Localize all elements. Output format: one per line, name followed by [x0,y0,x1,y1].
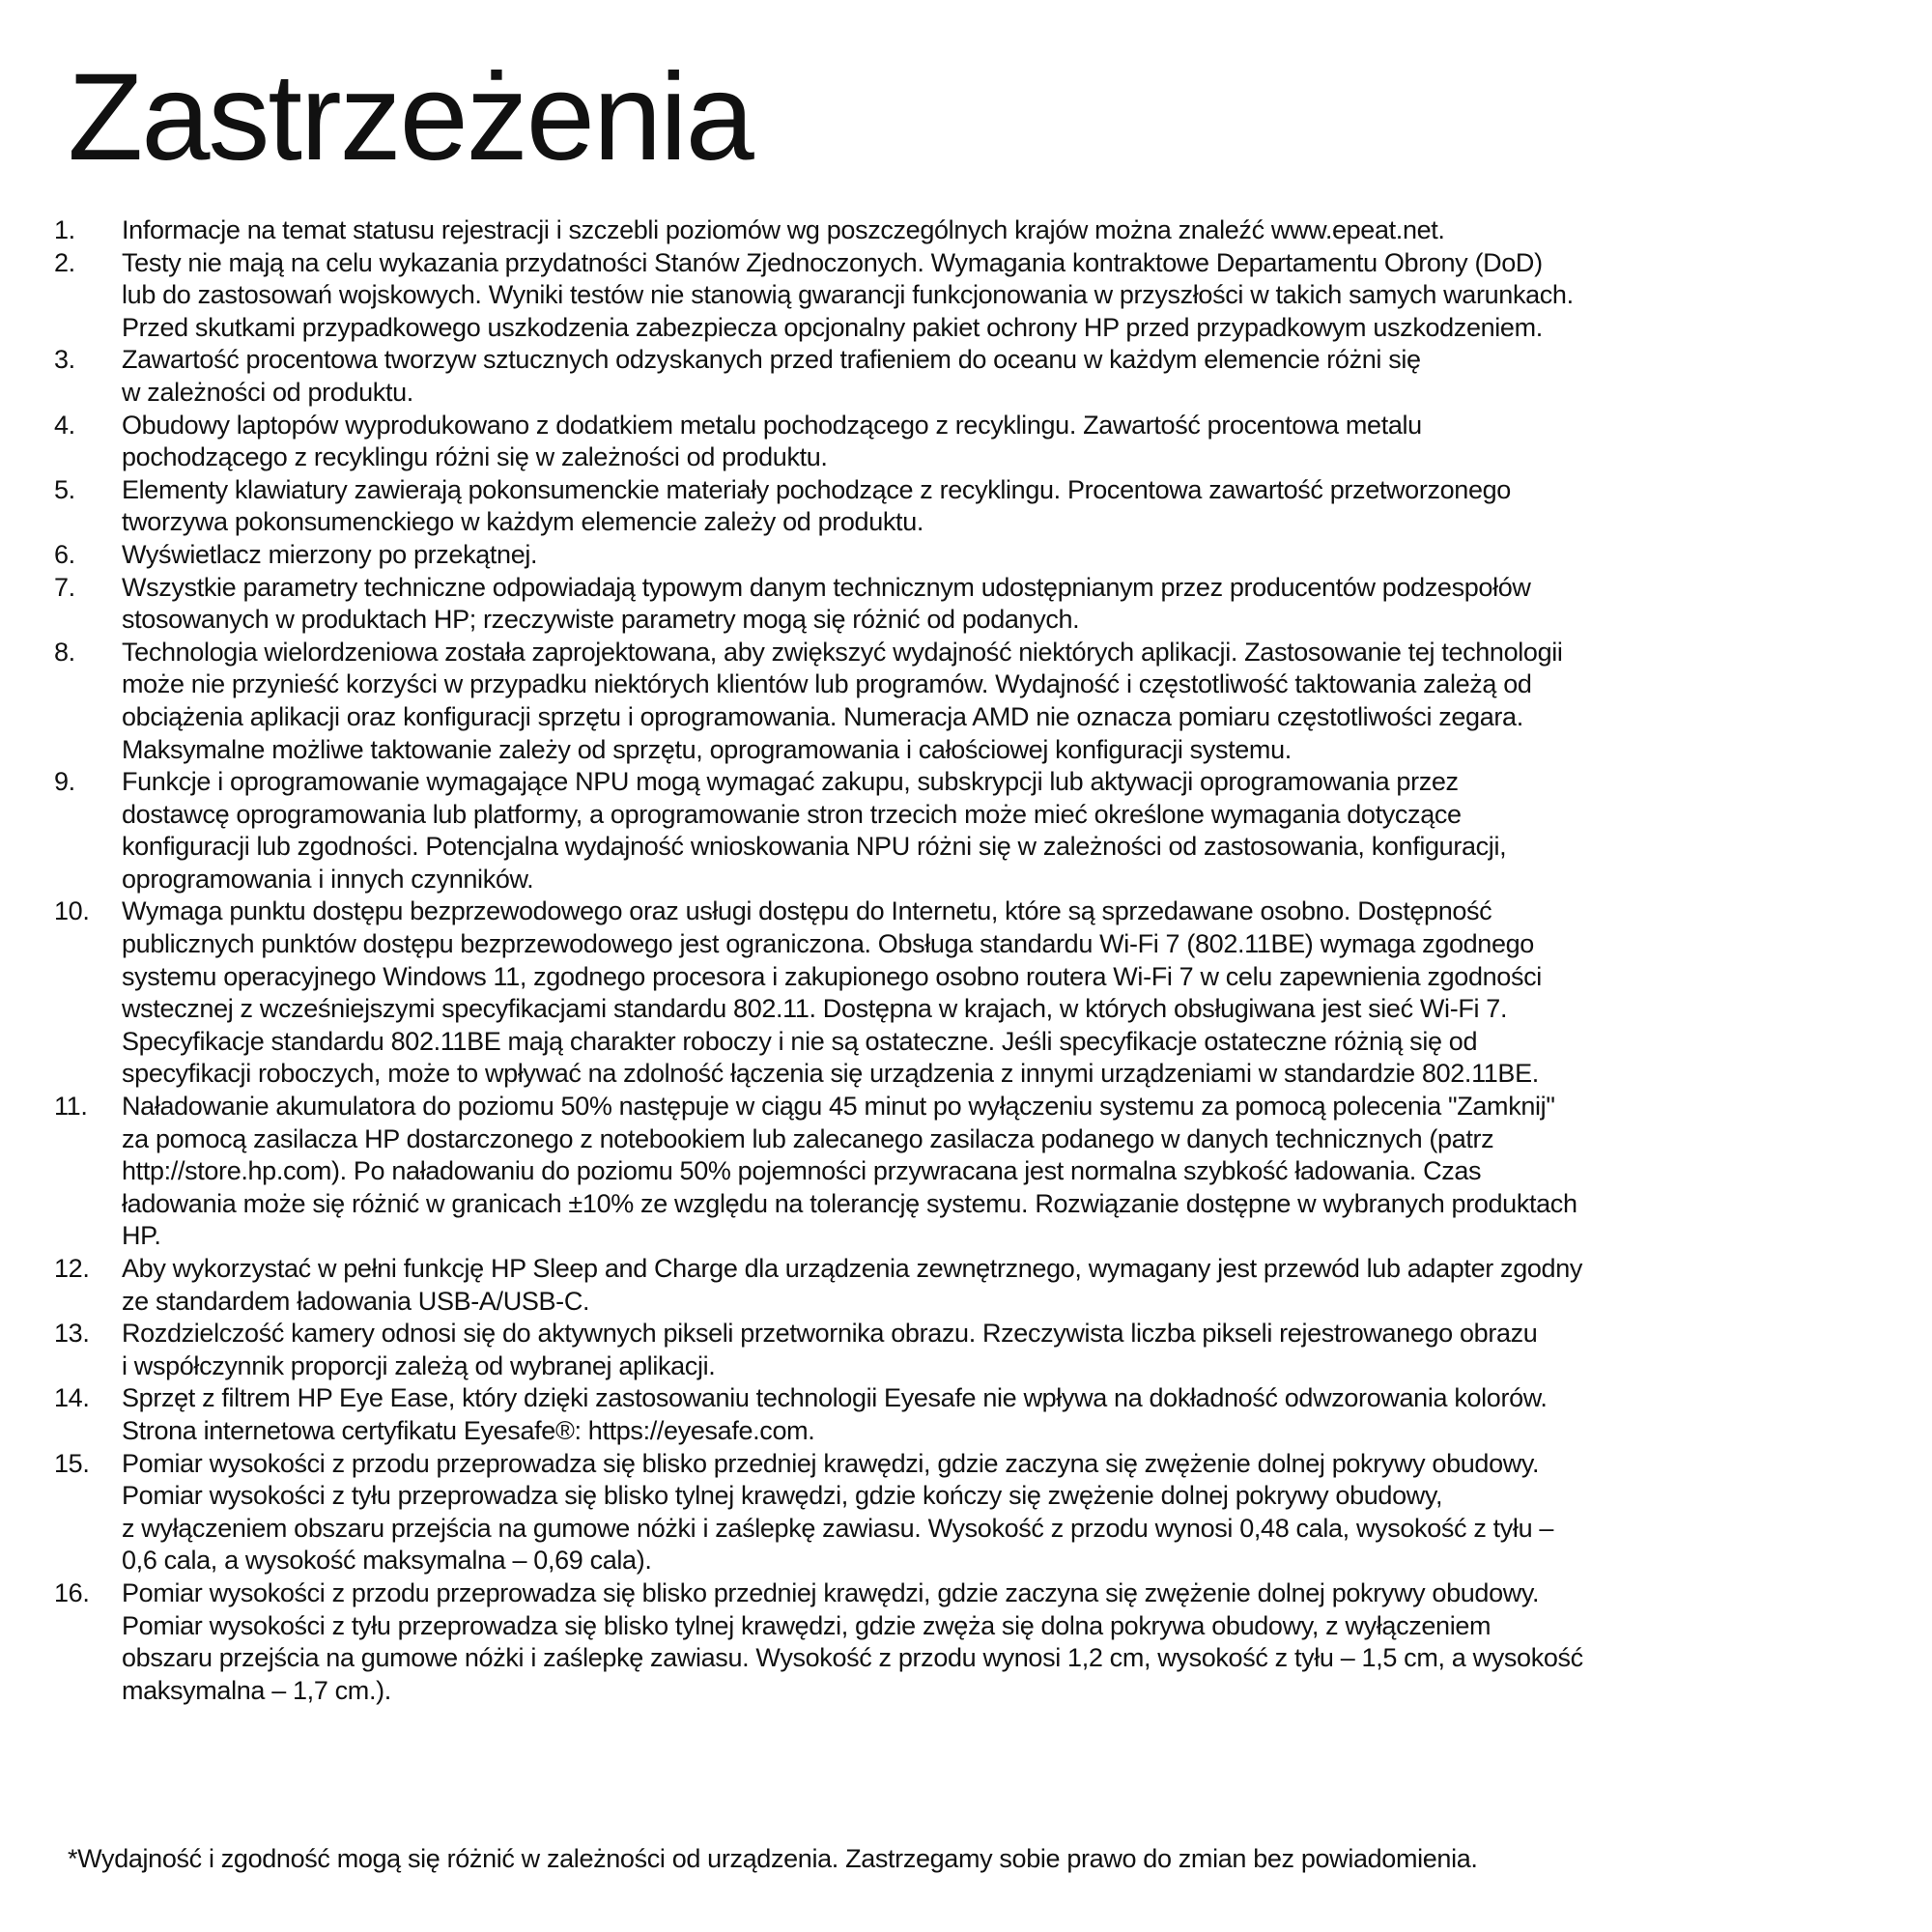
disclaimer-text: Wymaga punktu dostępu bezprzewodowego oraz usługi dostępu do Internetu, które są sprzedawane osobno. Dostępność publicznych punktów dostępu bezprzewodowego jest ograniczona. Obsługa standardu Wi-Fi 7 (802.11BE) wymaga zgodnego systemu operacyjnego Windows 11, zgodnego procesora i zakupionego osobno routera Wi-Fi 7 w celu zapewnienia zgodności wstecznej z wcześniejszymi specyfikacjami standardu 802.11. Dostępna w krajach, w których obsługiwana jest sieć Wi-Fi 7. Specyfikacje standardu 802.11BE mają charakter roboczy i nie są ostateczne. Jeśli specyfikacje ostateczne różnią się od specyfikacji roboczych, może to wpływać na zdolność łączenia się urządzenia z innymi urządzeniami w standardzie 802.11BE. [122,896,1542,1089]
disclaimer-text: Pomiar wysokości z przodu przeprowadza się blisko przedniej krawędzi, gdzie zaczyna się zwężenie dolnej pokrywy obudowy. Pomiar wysokości z tyłu przeprowadza się blisko tylnej krawędzi, gdzie kończy się zwężenie dolnej pokrywy obudowy, z wyłączeniem obszaru przejścia na gumowe nóżki i zaślepkę zawiasu. Wysokość z przodu wynosi 0,48 cala, wysokość z tyłu – 0,6 cala, a wysokość maksymalna – 0,69 cala). [122,1448,1554,1576]
page-title: Zastrzeżenia [68,48,753,186]
disclaimer-text: Rozdzielczość kamery odnosi się do aktywnych pikseli przetwornika obrazu. Rzeczywista liczba pikseli rejestrowanego obrazu i współczynnik proporcji zależą od wybranej aplikacji. [122,1319,1538,1380]
disclaimer-text: Naładowanie akumulatora do poziomu 50% następuje w ciągu 45 minut po wyłączeniu systemu za pomocą polecenia "Zamknij" za pomocą zasilacza HP dostarczonego z notebookiem lub zalecanego zasilacza podanego w danych technicznych (patrz http://store.hp.com). Po naładowaniu do poziomu 50% pojemności przywracana jest normalna szybkość ładowania. Czas ładowania może się różnić w granicach ±10% ze względu na tolerancję systemu. Rozwiązanie dostępne w wybranych produktach HP. [122,1092,1577,1251]
disclaimer-item [54,1577,1889,1707]
disclaimer-item [54,895,1889,1091]
disclaimer-number: 4. [54,410,75,440]
disclaimer-item [54,474,1889,539]
disclaimer-item [54,637,1889,766]
disclaimer-number: 8. [54,637,75,667]
disclaimer-item [54,766,1889,895]
disclaimer-text: Sprzęt z filtrem HP Eye Ease, który dzięki zastosowaniu technologii Eyesafe nie wpływa na dokładność odwzorowania kolorów. Strona internetowa certyfikatu Eyesafe®: https://eyesafe.com. [122,1383,1548,1445]
disclaimer-number: 12. [54,1254,90,1283]
disclaimer-number: 14. [54,1383,90,1413]
disclaimer-text: Funkcje i oprogramowanie wymagające NPU mogą wymagać zakupu, subskrypcji lub aktywacji oprogramowania przez dostawcę oprogramowania lub platformy, a oprogramowanie stron trzecich może mieć określone wymagania dotyczące konfiguracji lub zgodności. Potencjalna wydajność wnioskowania NPU różni się w zależności od zastosowania, konfiguracji, oprogramowania i innych czynników. [122,767,1507,894]
disclaimer-number: 11. [54,1092,88,1122]
disclaimer-text: Zawartość procentowa tworzyw sztucznych odzyskanych przed trafieniem do oceanu w każdym elemencie różni się w zależności od produktu. [122,345,1421,407]
disclaimer-text: Wyświetlacz mierzony po przekątnej. [122,539,538,569]
disclaimer-item [54,1382,1889,1447]
disclaimer-item [54,539,1889,572]
disclaimer-number: 6. [54,539,75,569]
disclaimer-number: 13. [54,1319,90,1349]
disclaimer-item [54,344,1889,409]
disclaimer-item [54,1091,1889,1253]
disclaimer-item [54,247,1889,345]
disclaimer-text: Testy nie mają na celu wykazania przydatności Stanów Zjednoczonych. Wymagania kontraktowe Departamentu Obrony (DoD) lub do zastosowań wojskowych. Wyniki testów nie stanowią gwarancji funkcjonowania w przyszłości w takich samych warunkach. Przed skutkami przypadkowego uszkodzenia zabezpiecza opcjonalny pakiet ochrony HP przed przypadkowym uszkodzeniem. [122,247,1574,342]
disclaimer-text: Obudowy laptopów wyprodukowano z dodatkiem metalu pochodzącego z recyklingu. Zawartość procentowa metalu pochodzącego z recyklingu różni się w zależności od produktu. [122,410,1422,472]
disclaimer-item [54,1253,1889,1318]
disclaimer-number: 3. [54,345,75,375]
disclaimer-text: Elementy klawiatury zawierają pokonsumenckie materiały pochodzące z recyklingu. Procentowa zawartość przetworzonego tworzywa pokonsumenckiego w każdym elemencie zależy od produktu. [122,474,1511,537]
disclaimer-item [54,572,1889,637]
disclaimer-number: 10. [54,896,90,926]
disclaimer-item [54,410,1889,474]
disclaimer-item [54,1318,1889,1382]
disclaimer-number: 15. [54,1448,90,1478]
disclaimer-item [54,214,1889,247]
disclaimer-number: 1. [54,215,75,244]
disclaimer-number: 7. [54,572,75,602]
disclaimer-text: Pomiar wysokości z przodu przeprowadza się blisko przedniej krawędzi, gdzie zaczyna się zwężenie dolnej pokrywy obudowy. Pomiar wysokości z tyłu przeprowadza się blisko tylnej krawędzi, gdzie zwęża się dolna pokrywa obudowy, z wyłączeniem obszaru przejścia na gumowe nóżki i zaślepkę zawiasu. Wysokość z przodu wynosi 1,2 cm, wysokość z tyłu – 1,5 cm, a wysokość maksymalna – 1,7 cm.). [122,1577,1583,1705]
disclaimer-number: 16. [54,1577,90,1607]
disclaimer-text: Technologia wielordzeniowa została zaprojektowana, aby zwiększyć wydajność niektórych aplikacji. Zastosowanie tej technologii może nie przynieść korzyści w przypadku niektórych klientów lub programów. Wydajność i częstotliwość taktowania zależą od obciążenia aplikacji oraz konfiguracji sprzętu i oprogramowania. Numeracja AMD nie oznacza pomiaru częstotliwości zegara. Maksymalne możliwe taktowanie zależy od sprzętu, oprogramowania i całościowej konfiguracji systemu. [122,637,1563,764]
disclaimer-number: 2. [54,247,75,277]
disclaimer-text: Aby wykorzystać w pełni funkcję HP Sleep and Charge dla urządzenia zewnętrznego, wymagany jest przewód lub adapter zgodny ze standardem ładowania USB-A/USB-C. [122,1254,1583,1316]
disclaimer-list [54,214,1889,1707]
disclaimer-text: Informacje na temat statusu rejestracji i szczebli poziomów wg poszczególnych krajów można znaleźć www.epeat.net. [122,215,1445,244]
disclaimer-number: 9. [54,767,75,797]
disclaimer-number: 5. [54,474,75,504]
disclaimer-item [54,1448,1889,1577]
disclaimer-text: Wszystkie parametry techniczne odpowiadają typowym danym technicznym udostępnianym przez producentów podzespołów stosowanych w produktach HP; rzeczywiste parametry mogą się różnić od podanych. [122,572,1531,635]
footer-note: *Wydajność i zgodność mogą się różnić w zależności od urządzenia. Zastrzegamy sobie prawo do zmian bez powiadomienia. [68,1844,1478,1873]
